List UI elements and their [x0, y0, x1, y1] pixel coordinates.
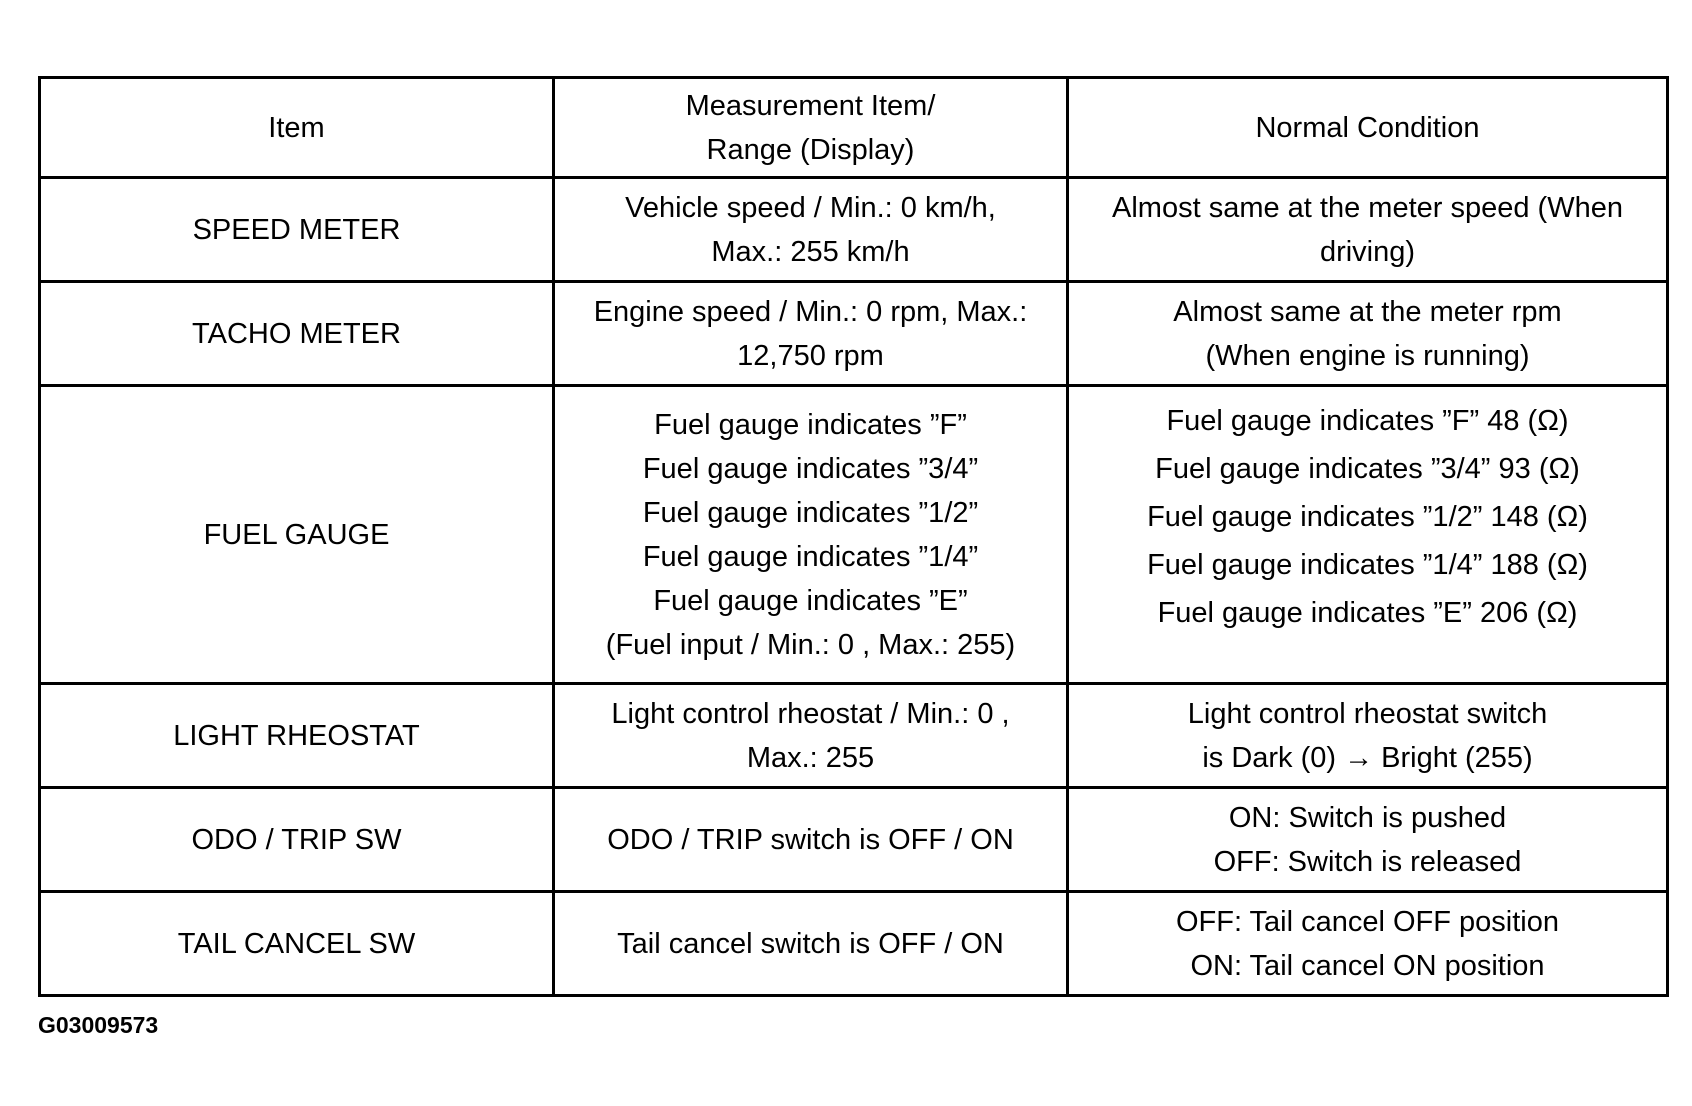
cell-line: Engine speed / Min.: 0 rpm, Max.:	[593, 295, 1028, 328]
normal-condition-cell	[1068, 684, 1668, 788]
measurement-cell	[554, 386, 1068, 684]
normal-condition-cell	[1068, 282, 1668, 386]
cell-line: is Dark (0) → Bright (255)	[1202, 741, 1533, 774]
item-cell: TAIL CANCEL SW	[40, 892, 554, 996]
cell-line: Fuel gauge indicates ”3/4” 93 (Ω)	[1155, 453, 1580, 485]
figure-code: G03009573	[38, 1012, 159, 1038]
header-normal-condition: Normal Condition	[1068, 78, 1668, 178]
cell-line: Fuel gauge indicates ”E” 206 (Ω)	[1157, 597, 1578, 629]
header-item: Item	[40, 78, 554, 178]
cell-line: Tail cancel switch is OFF / ON	[617, 927, 1004, 960]
table-row	[40, 178, 1668, 282]
table-row	[40, 892, 1668, 996]
table-row	[40, 684, 1668, 788]
cell-line: Almost same at the meter speed (When	[1112, 191, 1623, 224]
cell-line: Fuel gauge indicates ”F” 48 (Ω)	[1166, 405, 1569, 437]
measurement-cell	[554, 282, 1068, 386]
cell-line: Fuel gauge indicates ”E”	[653, 584, 968, 617]
cell-line: ODO / TRIP switch is OFF / ON	[607, 823, 1014, 856]
measurement-cell	[554, 788, 1068, 892]
measurement-cell	[554, 178, 1068, 282]
item-cell: SPEED METER	[40, 178, 554, 282]
item-cell: TACHO METER	[40, 282, 554, 386]
normal-condition-cell	[1068, 386, 1668, 684]
table-row	[40, 282, 1668, 386]
normal-condition-cell	[1068, 788, 1668, 892]
cell-line: Light control rheostat / Min.: 0 ,	[611, 697, 1010, 730]
cell-line: Fuel gauge indicates ”3/4”	[642, 452, 979, 485]
normal-condition-cell	[1068, 892, 1668, 996]
cell-line: Fuel gauge indicates ”1/2”	[642, 496, 979, 529]
item-cell: ODO / TRIP SW	[40, 788, 554, 892]
measurement-cell	[554, 892, 1068, 996]
cell-line: Vehicle speed / Min.: 0 km/h,	[625, 191, 996, 224]
table-header-row	[40, 78, 1668, 178]
cell-line: OFF: Tail cancel OFF position	[1175, 905, 1560, 938]
cell-line: Fuel gauge indicates ”1/2” 148 (Ω)	[1147, 501, 1588, 533]
cell-line: (Fuel input / Min.: 0 , Max.: 255)	[605, 628, 1016, 661]
item-cell: LIGHT RHEOSTAT	[40, 684, 554, 788]
normal-condition-cell	[1068, 178, 1668, 282]
measurement-cell	[554, 684, 1068, 788]
cell-line: Fuel gauge indicates ”1/4”	[642, 540, 979, 573]
header-measurement-line: Range (Display)	[706, 133, 915, 166]
cell-line: Max.: 255	[746, 741, 875, 774]
header-measurement-line: Measurement Item/	[685, 89, 936, 122]
table-row	[40, 788, 1668, 892]
header-measurement	[554, 78, 1068, 178]
cell-line: driving)	[1319, 235, 1416, 268]
cell-line: Max.: 255 km/h	[711, 235, 910, 268]
spec-table	[38, 76, 1669, 997]
item-cell: FUEL GAUGE	[40, 386, 554, 684]
cell-line: 12,750 rpm	[737, 339, 884, 372]
table-row	[40, 386, 1668, 684]
cell-line: ON: Switch is pushed	[1228, 801, 1507, 834]
cell-line: (When engine is running)	[1205, 339, 1530, 372]
cell-line: Almost same at the meter rpm	[1173, 295, 1562, 328]
cell-line: ON: Tail cancel ON position	[1190, 949, 1545, 982]
cell-line: Fuel gauge indicates ”F”	[654, 408, 967, 441]
cell-line: Fuel gauge indicates ”1/4” 188 (Ω)	[1147, 549, 1588, 581]
cell-line: OFF: Switch is released	[1213, 845, 1522, 878]
cell-line: Light control rheostat switch	[1187, 697, 1548, 730]
